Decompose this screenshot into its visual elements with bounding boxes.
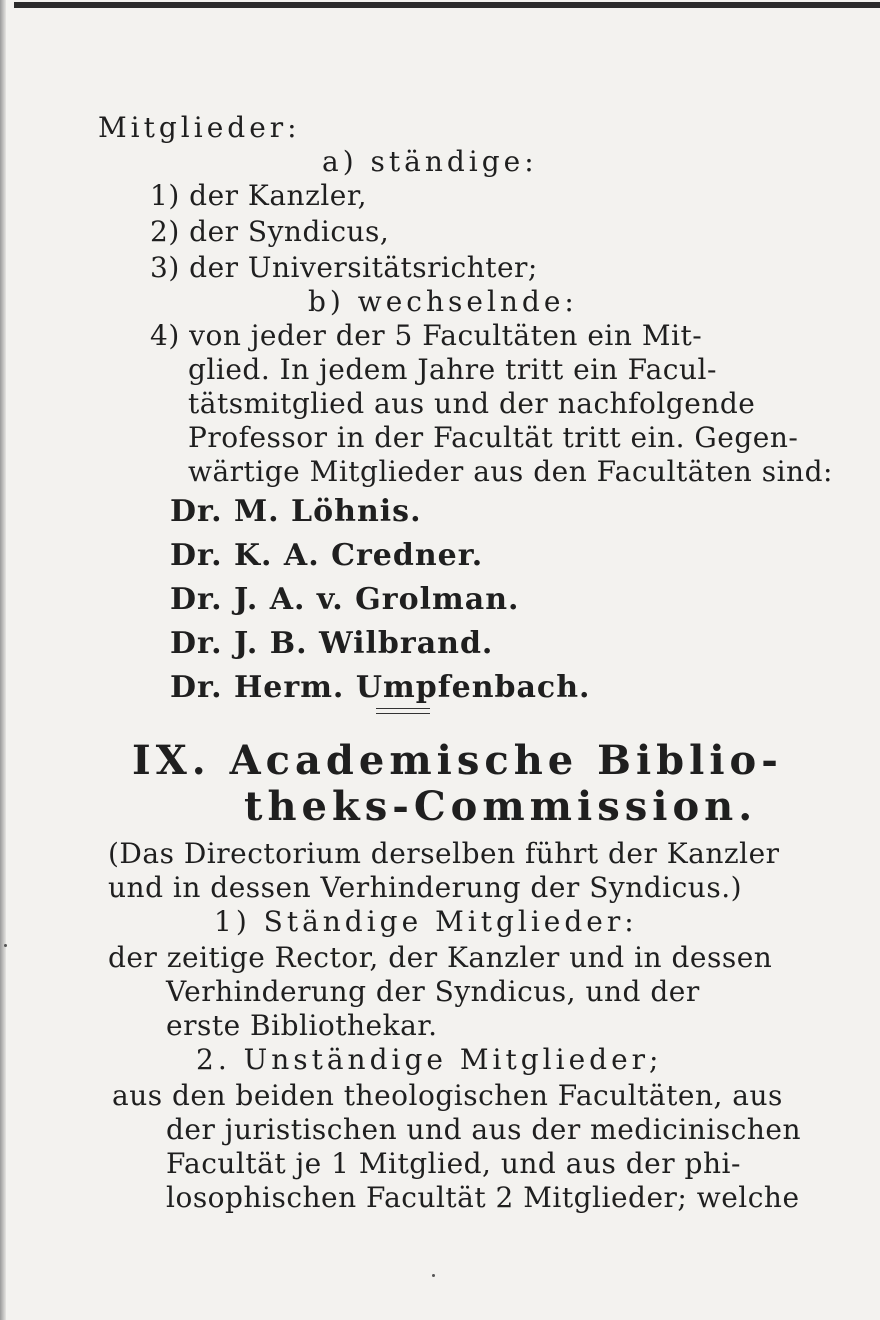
member-item-4-line: glied. In jedem Jahre tritt ein Facul- <box>188 353 717 386</box>
permanent-members-line: Verhinderung der Syndicus, und der <box>166 975 700 1008</box>
permanent-members-label: a) ständige: <box>322 145 538 178</box>
section-heading-line-1: IX. Academische Biblio- <box>132 737 783 784</box>
section-heading-line-2: theks-Commission. <box>244 783 758 830</box>
changing-members-label: b) wechselnde: <box>308 285 578 318</box>
page-left-edge <box>0 0 6 1320</box>
member-item-4-line: Professor in der Facultät tritt ein. Gegen- <box>188 421 799 454</box>
nonpermanent-members-line: Facultät je 1 Mitglied, und aus der phi- <box>166 1147 741 1180</box>
permanent-members-line: der zeitige Rector, der Kanzler und in dessen <box>108 941 773 974</box>
doctor-name: Dr. M. Löhnis. <box>170 494 422 529</box>
nonpermanent-members-line: losophischen Facultät 2 Mitglieder; welche <box>166 1181 800 1214</box>
section-divider <box>376 708 430 714</box>
member-item-4-line: 4) von jeder der 5 Facultäten ein Mit- <box>150 319 703 352</box>
member-item-2: 2) der Syndicus, <box>150 215 390 248</box>
members-heading: Mitglieder: <box>98 111 301 144</box>
member-item-3: 3) der Universitätsrichter; <box>150 251 538 284</box>
doctor-name: Dr. J. B. Wilbrand. <box>170 626 494 661</box>
member-item-4-line: tätsmitglied aus und der nachfolgende <box>188 387 756 420</box>
directorium-note-line: (Das Directorium derselben führt der Kanzler <box>108 837 780 870</box>
directorium-note-line: und in dessen Verhinderung der Syndicus.) <box>108 871 743 904</box>
top-border-rule <box>14 2 880 8</box>
member-item-1: 1) der Kanzler, <box>150 179 368 212</box>
nonpermanent-members-heading: 2. Unständige Mitglieder; <box>196 1043 663 1076</box>
doctor-name: Dr. Herm. Umpfenbach. <box>170 670 591 705</box>
permanent-members-line: erste Bibliothekar. <box>166 1009 438 1042</box>
paper-speck <box>432 1274 435 1277</box>
doctor-name: Dr. J. A. v. Grolman. <box>170 582 520 617</box>
nonpermanent-members-line: aus den beiden theologischen Facultäten, aus <box>112 1079 783 1112</box>
doctor-name: Dr. K. A. Credner. <box>170 538 484 573</box>
permanent-members-heading: 1) Ständige Mitglieder: <box>214 905 638 938</box>
paper-speck <box>4 944 7 947</box>
nonpermanent-members-line: der juristischen und aus der medicinischen <box>166 1113 801 1146</box>
member-item-4-line: wärtige Mitglieder aus den Facultäten sind: <box>188 455 833 488</box>
